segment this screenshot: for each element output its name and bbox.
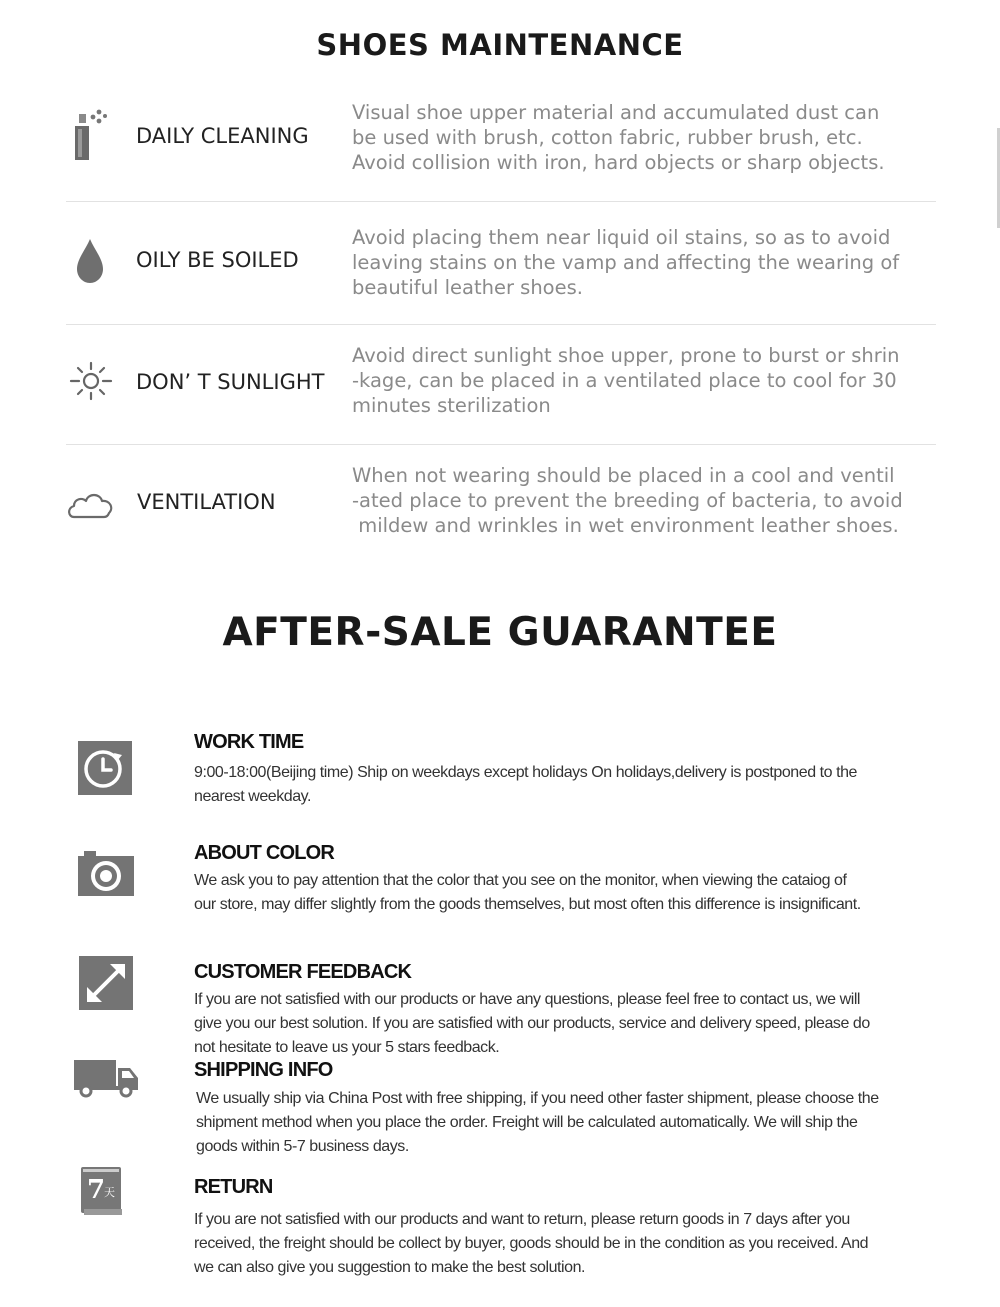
maintenance-description: Avoid direct sunlight shoe upper, prone to burst or shrin -kage, can be placed in a ventilated place to cool for 30 minutes sterilization: [352, 344, 900, 417]
divider: [66, 201, 936, 202]
after-sale-title: AFTER-SALE GUARANTEE: [222, 610, 778, 655]
maintenance-title: SHOES MAINTENANCE: [316, 28, 684, 62]
after-sale-text: If you are not satisfied with our products and want to return, please return goods in 7 days after you received, the freight should be collect by buyer, goods should be in the condition as you received. And we can also give you suggestion to make the best solution.: [194, 1211, 869, 1276]
after-sale-heading: ABOUT COLOR: [194, 842, 335, 864]
after-sale-text: We usually ship via China Post with free shipping, if you need other faster shipment, please choose the shipment method when you place the order. Freight will be calculated automatically. We will ship the goods within 5-7 business days.: [196, 1090, 879, 1155]
calendar-number: 7: [87, 1175, 106, 1205]
sun-icon: [66, 351, 116, 411]
after-sale-text: We ask you to pay attention that the color that you see on the monitor, when viewing the cataiog of our store, may differ slightly from the goods themselves, but most often this difference is insignificant.: [194, 872, 861, 913]
clock-icon: [70, 737, 142, 809]
after-sale-heading: CUSTOMER FEEDBACK: [194, 961, 412, 983]
maintenance-label: DON’ T SUNLIGHT: [136, 370, 325, 394]
maintenance-label: DAILY CLEANING: [136, 124, 309, 148]
maintenance-description: Avoid placing them near liquid oil stains, so as to avoid leaving stains on the vamp and affecting the wearing of beautiful leather shoes.: [352, 226, 900, 299]
truck-icon: [72, 1052, 144, 1124]
maintenance-label: VENTILATION: [137, 490, 276, 514]
spray-bottle-icon: [66, 104, 116, 164]
camera-icon: [70, 845, 142, 917]
feedback-arrow-icon: [70, 954, 142, 1026]
after-sale-text: 9:00-18:00(Beijing time) Ship on weekdays except holidays On holidays,delivery is postponed to the nearest weekday.: [194, 764, 857, 805]
divider: [66, 444, 936, 445]
maintenance-label: OILY BE SOILED: [136, 248, 299, 272]
after-sale-heading: RETURN: [194, 1176, 273, 1198]
calendar-unit: 天: [104, 1186, 115, 1199]
after-sale-heading: WORK TIME: [194, 731, 304, 753]
maintenance-description: When not wearing should be placed in a cool and ventil -ated place to prevent the breeding of bacteria, to avoid mildew and wrinkles in wet environment leather shoes.: [352, 464, 903, 537]
after-sale-text: If you are not satisfied with our products or have any questions, please feel free to contact us, we will give you our best solution. If you are satisfied with our products, service and delivery speed, please do not hesitate to leave us your 5 stars feedback.: [194, 991, 870, 1056]
calendar-7-days-icon: [81, 1167, 123, 1217]
after-sale-heading: SHIPPING INFO: [194, 1059, 333, 1081]
oil-drop-icon: [66, 233, 116, 293]
maintenance-description: Visual shoe upper material and accumulated dust can be used with brush, cotton fabric, rubber brush, etc. Avoid collision with iron, hard objects or sharp objects.: [352, 101, 885, 174]
cloud-icon: [66, 471, 116, 531]
divider: [66, 324, 936, 325]
